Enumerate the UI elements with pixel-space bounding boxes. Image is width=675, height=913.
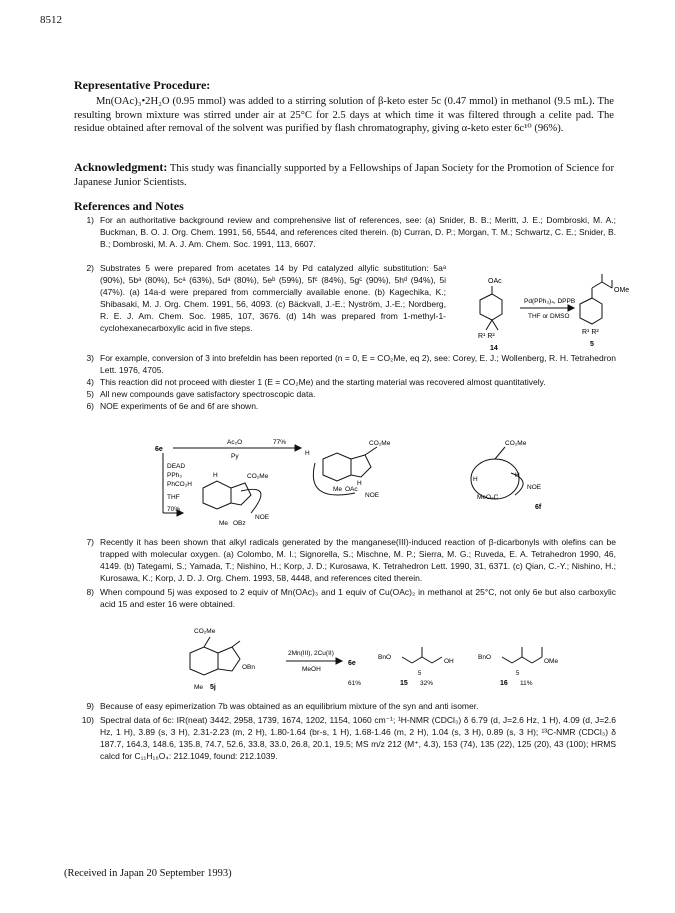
ring-obz	[203, 481, 231, 509]
references-heading: References and Notes	[74, 199, 184, 213]
co2me-6f: CO₂Me	[505, 440, 527, 447]
note-10: 10) Spectral data of 6c: IR(neat) 3442, 2958, 1739, 1674, 1202, 1154, 1060 cm⁻¹; ¹H-NMR (CDCl₃) δ 6.79 (d, J=2.6 Hz, 1 H), 4.09 (d, J=2.6 Hz, 1 H), 3.89 (s, 3 H), 2.31-2.23 (m, 2 H), 1.80-1.64 (br-s, 1 H), 1.68-1.46 (m, 2 H), 1.04 (s, 3 H), 0.89 (s, 3 H); ¹³C-NMR (CDCl₃) δ 187.7, 164.3, 148.6, 135.8, 74.7, 52.6, 33.8, 33.0, 26.8, 20.1, 19.5; MS m/z 212 (M⁺, 4.3), 153 (74), 135 (22), 125 (20), 43 (100); HRMS calcd for C₁₁H₁₆O₄: 212.1049, found: 212.1039.	[81, 715, 616, 761]
page-number: 8512	[40, 14, 62, 26]
ring-oac-5	[351, 455, 371, 477]
note-9: 9) Because of easy epimerization 7b was obtained as an equilibrium mixture of the syn and anti isomer.	[86, 701, 479, 711]
noe-arc-1	[241, 489, 261, 513]
note-5: 5) All new compounds gave satisfactory spectroscopic data.	[86, 389, 316, 399]
obz-label: OBz	[233, 520, 246, 527]
ome-16: OMe	[544, 658, 559, 665]
co2me-5j: CO₂Me	[194, 628, 216, 635]
r1r2-right: R¹ R²	[582, 329, 599, 336]
note-6: 6) NOE experiments of 6e and 6f are shown.	[86, 401, 259, 411]
compound-5-label: 5	[590, 341, 594, 348]
scheme-mn-cu	[170, 623, 590, 695]
received-date: (Received in Japan 20 September 1993)	[64, 868, 232, 879]
notes-block-1	[76, 214, 616, 250]
reagent-py: Py	[231, 453, 239, 460]
subscript-16: 5	[516, 671, 520, 677]
oac-6e: OAc	[345, 486, 358, 493]
product-16: 16	[500, 680, 508, 687]
ome-label: OMe	[614, 287, 630, 294]
reagent-pph3: PPh₃	[167, 472, 182, 479]
h-oac-2: H	[357, 480, 362, 487]
obn-5j: OBn	[242, 664, 256, 671]
h-oac-1: H	[305, 450, 310, 457]
notes-block-5	[76, 700, 616, 762]
ring-oac	[323, 453, 351, 481]
notes-block-3	[76, 352, 616, 412]
reagent-phco2h: PhCO₂H	[167, 481, 192, 488]
compound-6f: 6f	[535, 504, 542, 511]
me-obz: Me	[219, 520, 229, 527]
notes-block-4	[76, 536, 616, 610]
compound-14-label: 14	[490, 345, 498, 352]
scheme-noe	[155, 433, 585, 533]
note-2: 2) Substrates 5 were prepared from acetates 14 by Pd catalyzed allylic substitution: 5aᵃ (90%), 5bᵃ (80%), 5cᵃ (63%), 5dᵃ (80%), 5eᵇ (59%), 5fᶜ (84%), 5gᶜ (90%), 5hᵈ (94%), 5i (47%). (a) 14a-d were prepared from commercially available enone. (b) Kagechika, K.; Shibasaki, M. J. Org. Chem. 1991, 56, 4093. (c) Bäckvall, J.-E.; Nyström, J.-E.; Nordberg, R. E. J. Am. Chem. Soc. 1985, 107, 3676. (d) 14h was prepared from 1-methyl-1-cyclohexanecarboxylic acid in five steps.	[86, 263, 446, 333]
acknowledgment-heading: Acknowledgment:	[74, 160, 168, 174]
noe-label-1: NOE	[255, 514, 270, 521]
reagent-solvent: THF or DMSO	[528, 313, 570, 320]
ring-obz-5	[231, 483, 251, 505]
reagent-pd: Pd(PPh₃)₄, DPPB	[524, 298, 576, 305]
co2me-obz: CO₂Me	[247, 473, 269, 480]
note-4: 4) This reaction did not proceed with diester 1 (E = CO₂Me) and the starting material was recovered almost quantitatively.	[86, 377, 546, 387]
product-6e: 6e	[348, 660, 356, 667]
me-oac: Me	[333, 486, 343, 493]
reagent-thf: THF	[167, 494, 180, 501]
yield-15: 32%	[420, 680, 434, 687]
meo2c-6f: MeO₂C	[477, 494, 499, 501]
r1r2-left: R¹ R²	[478, 333, 495, 340]
reagent-dead: DEAD	[167, 463, 186, 470]
reagent-meoh: MeOH	[302, 666, 321, 673]
acknowledgment-text: This study was financially supported by a Fellowships of Japan Society for the Promotion of Science for Japanese Junior Scientists.	[74, 163, 614, 188]
h-6f-2: H	[473, 476, 478, 483]
notes-block-2	[76, 262, 446, 334]
ring-5j	[190, 647, 218, 675]
note-1: 1) For an authoritative background review and comprehensive list of references, see: (a) Snider, B. B.; Meritt, J. E.; Dombroski, M. A.; Buckman, B. O. J. Org. Chem. 1991, 56, 5544, and references cited therein. (b) Curran, D. P.; Morgan, T. M.; Schwartz, C. E.; Snider, B. B.; Dombroski, M. A. J. Am. Chem. Soc. 1991, 113, 6607.	[86, 215, 616, 249]
yield-top: 77%	[273, 439, 287, 446]
compound-5j: 5j	[210, 684, 216, 691]
me-5j: Me	[194, 684, 204, 691]
subscript-15: 5	[418, 671, 422, 677]
yield-6e: 61%	[348, 680, 362, 687]
note-3: 3) For example, conversion of 3 into brefeldin has been reported (n = 0, E = CO₂Me, eq 2), see: Corey, E. J.; Wollenberg, R. H. Tetrahedron Lett. 1976, 4705.	[86, 353, 616, 375]
bno-16: BnO	[478, 654, 492, 661]
procedure-heading: Representative Procedure:	[74, 78, 211, 92]
note-8: 8) When compound 5j was exposed to 2 equiv of Mn(OAc)₃ and 1 equiv of Cu(OAc)₂ in methanol at 25°C, not only 6e but also carboxylic acid 15 and ester 16 were obtained.	[86, 587, 616, 609]
reagent-ac2o: Ac₂O	[227, 439, 243, 446]
co2me-oac: CO₂Me	[369, 440, 391, 447]
acknowledgment	[74, 161, 614, 189]
cyclohexene-ring-5	[580, 298, 602, 324]
compound-6e: 6e	[155, 446, 163, 453]
reagent-mn-cu: 2Mn(III), 2Cu(II)	[288, 650, 334, 657]
h-6f-1: H	[515, 472, 520, 479]
yield-left: 70%	[167, 506, 181, 513]
noe-label-3: NOE	[527, 484, 542, 491]
product-15: 15	[400, 680, 408, 687]
bno-15: BnO	[378, 654, 392, 661]
scheme-allylic-substitution	[450, 270, 630, 355]
oh-15: OH	[444, 658, 454, 665]
ring-5j-5	[218, 647, 240, 671]
h-obz: H	[213, 472, 218, 479]
oac-label: OAc	[488, 278, 502, 285]
note-7: 7) Recently it has been shown that alkyl radicals generated by the manganese(III)-induced reaction of β-dicarbonyls with olefins can be trapped with molecular oxygen. (a) Colombo, M. I.; Signorella, S.; Mischne, M. P.; Sierra, M. G.; Ruveda, E. A. Tetrahedron 1990, 46, 4149. (b) Tategami, S.; Yamada, T.; Nishino, H.; Korp, J. D.; Kurosawa, K. Tetrahedron Lett. 1990, 31, 6371. (c) Qian, C.-Y.; Nishino, H.; Kurosawa, K.; Korp, J. D. J. Org. Chem. 1993, 58, 4448, and references cited therein.	[86, 537, 616, 583]
ring-6f	[471, 459, 519, 499]
cyclohexene-ring-14	[480, 294, 502, 320]
procedure-text: Mn(OAc)₃•2H₂O (0.95 mmol) was added to a stirring solution of β-keto ester 5c (0.47 mmol) in methanol (9.5 mL). The resulting brown mixture was stirred under air at 25°C for 2.5 days at which time it was filtered through a celite pad. The residue obtained after removal of the solvent was purified by flash chromatography, giving α-keto ester 6c¹⁰ (96%).	[74, 96, 614, 134]
noe-label-2: NOE	[365, 492, 380, 499]
yield-16: 11%	[520, 680, 533, 687]
